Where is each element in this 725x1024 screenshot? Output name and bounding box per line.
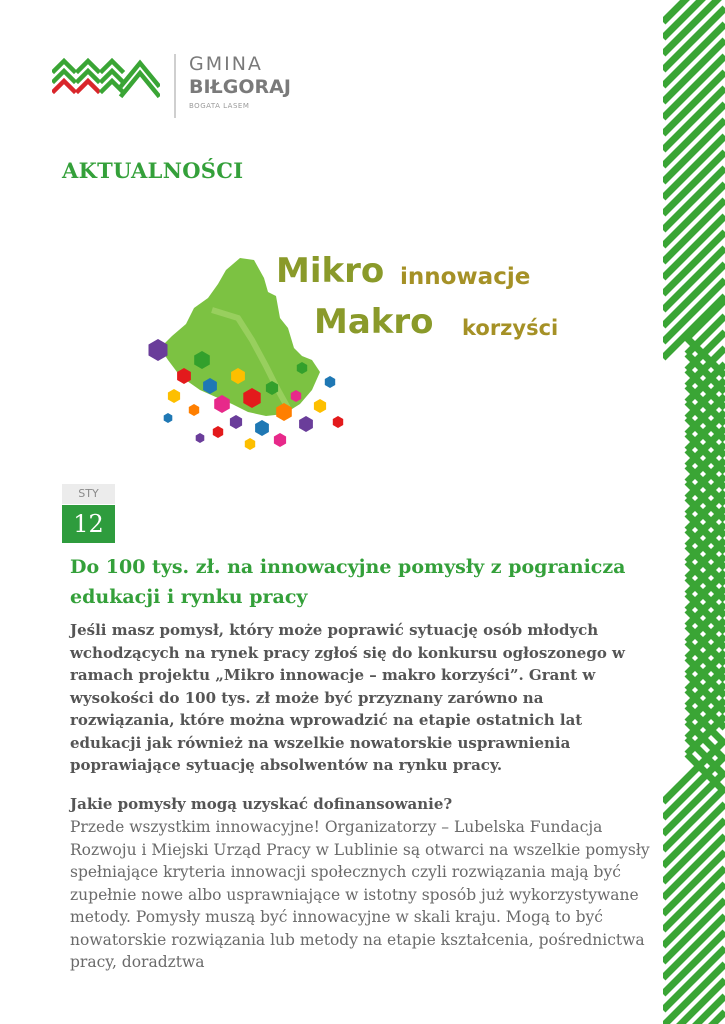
hero-line2-rest: korzyści [462,316,559,340]
logo-tagline: BOGATA LASEM [189,102,250,110]
hero-illustration [62,200,637,468]
hexagon [325,376,335,388]
hexagon [245,438,255,450]
logo-chevron-mark [52,55,160,101]
hexagon [149,339,168,361]
section-title: AKTUALNOŚCI [62,158,244,183]
hexagon [168,389,180,403]
hero-line1-rest: innowacje [400,264,531,290]
article-hero-image [62,200,637,468]
hexagon [274,433,286,447]
hexagon [255,420,269,436]
logo-municipality-name: BIŁGORAJ [189,76,291,98]
hexagon [164,413,173,423]
article-title[interactable]: Do 100 tys. zł. na innowacyjne pomysły z pogranicza edukacji i rynku pracy [70,556,626,608]
hero-line2-bold: Makro [314,302,434,342]
hexagon [189,404,199,416]
article-body: Przede wszystkim innowacyjne! Organizatorzy – Lubelska Fundacja Rozwoju i Miejski Urząd Pracy w Lublinie są otwarci na wszelkie pomysły spełniające kryteria innowacji społecznych czyli rozwiązania mają być zupełnie nowe albo usprawniające w istotny sposób już wykorzystywane metody. Pomysły muszą być innowacyjne w skali kraju. Mogą to być nowatorskie rozwiązania lub metody na etapie kształcenia, pośrednictwa pracy, doradztwa [70,818,650,971]
hero-line1-bold: Mikro [276,251,385,291]
article-subheading: Jakie pomysły mogą uzyskać dofinansowanie? [70,795,453,813]
hexagon [230,415,242,429]
date-badge-month: STY [62,484,115,504]
hexagon [299,416,313,432]
hexagon [333,416,343,428]
date-badge-day: 12 [62,505,115,543]
logo-gmina-text: GMINA [189,53,263,75]
hexagon [196,433,205,443]
hexagon [213,426,223,438]
decorative-stripe-bar [663,0,725,1024]
article-lead: Jeśli masz pomysł, który może poprawić sytuację osób młodych wchodzących na rynek pracy zgłoś się do konkursu ogłoszonego w ramach projektu „Mikro innowacje – makro korzyści”. Grant w wysokości do 100 tys. zł może być przyznany zarówno na rozwiązania, które można wprowadzić na etapie ostatnich lat edukacji jak również na wszelkie nowatorskie usprawnienia poprawiające sytuację absolwentów na rynku pracy. [70,621,625,774]
logo-divider [174,54,176,118]
municipality-logo[interactable] [52,52,332,122]
hexagon [314,399,326,413]
